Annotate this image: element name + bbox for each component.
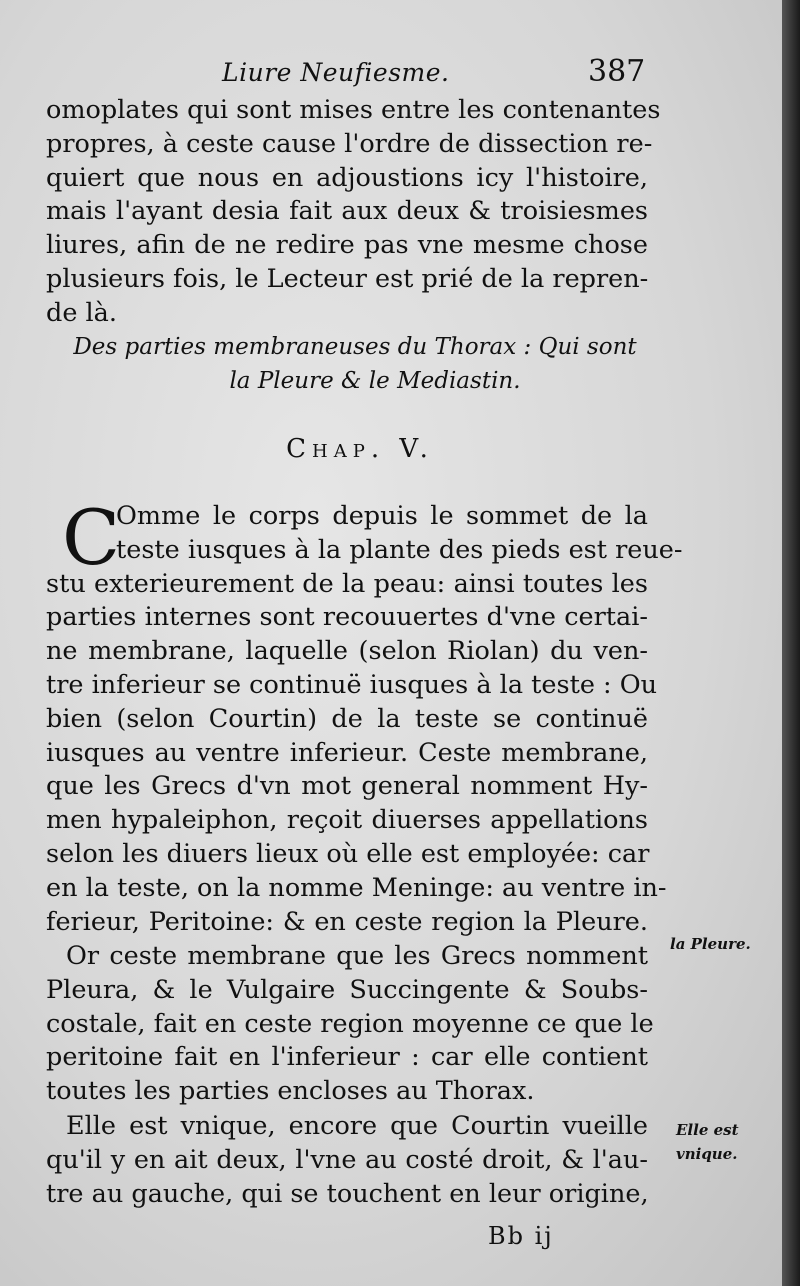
section-title bbox=[60, 330, 650, 398]
text-line: bien (selon Courtin) de la teste se continuë bbox=[46, 703, 648, 734]
paragraph-1 bbox=[46, 493, 683, 939]
intro-paragraph bbox=[46, 94, 661, 331]
page-number: 387 bbox=[588, 54, 646, 89]
text-line: Pleura, & le Vulgaire Succingente & Soubs- bbox=[46, 974, 648, 1005]
paragraph-2 bbox=[46, 940, 654, 1109]
text-line: men hypaleiphon, reçoit diuerses appellations bbox=[46, 805, 648, 836]
text-line: propres, à ceste cause l'ordre de dissection re- bbox=[46, 128, 653, 159]
text-line: parties internes sont recouuertes d'vne certai- bbox=[46, 602, 648, 633]
text-line: Omme le corps depuis le sommet de la bbox=[116, 501, 648, 531]
text-line: quiert que nous en adjoustions icy l'histoire, bbox=[46, 162, 648, 193]
text-line: mais l'ayant desia fait aux deux & troisiesmes bbox=[46, 196, 648, 227]
margin-note-line: Elle est bbox=[676, 1121, 739, 1139]
text-line: selon les diuers lieux où elle est employée: car bbox=[46, 838, 650, 869]
text-line: teste iusques à la plante des pieds est reue- bbox=[116, 534, 683, 565]
text-line: toutes les parties encloses au Thorax. bbox=[46, 1076, 535, 1107]
section-title-line: Des parties membraneuses du Thorax : Qui sont bbox=[73, 334, 637, 360]
text-line: stu exterieurement de la peau: ainsi toutes les bbox=[46, 568, 648, 599]
text-line: tre inferieur se continuë iusques à la teste : Ou bbox=[46, 669, 658, 700]
text-line: Elle est vnique, encore que Courtin vueille bbox=[66, 1111, 648, 1141]
signature-mark: Bb ij bbox=[488, 1222, 554, 1250]
text-line: tre au gauche, qui se touchent en leur origine, bbox=[46, 1178, 649, 1209]
text-line: ferieur, Peritoine: & en ceste region la Pleure. bbox=[46, 906, 648, 937]
text-line: ne membrane, laquelle (selon Riolan) du ven- bbox=[46, 636, 648, 667]
text-line: peritoine fait en l'inferieur : car elle contient bbox=[46, 1042, 648, 1073]
text-line: costale, fait en ceste region moyenne ce que le bbox=[46, 1008, 654, 1039]
text-line: qu'il y en ait deux, l'vne au costé droit, & l'au- bbox=[46, 1144, 648, 1175]
text-line: omoplates qui sont mises entre les contenantes bbox=[46, 95, 661, 125]
margin-note-unique bbox=[676, 1118, 739, 1166]
text-line: que les Grecs d'vn mot general nomment Hy- bbox=[46, 771, 648, 802]
running-title: Liure Neufiesme. bbox=[222, 58, 450, 87]
text-line: de là. bbox=[46, 297, 117, 328]
paragraph-3 bbox=[46, 1110, 648, 1211]
margin-note-pleure: la Pleure. bbox=[670, 935, 751, 953]
chapter-heading: Chap. V. bbox=[286, 434, 434, 464]
text-line: iusques au ventre inferieur. Ceste membrane, bbox=[46, 737, 648, 768]
text-line: Or ceste membrane que les Grecs nomment bbox=[66, 941, 648, 971]
text-line: en la teste, on la nomme Meninge: au ventre in- bbox=[46, 872, 667, 903]
text-line: plusieurs fois, le Lecteur est prié de la repren- bbox=[46, 263, 649, 294]
text-line: liures, afin de ne redire pas vne mesme chose bbox=[46, 230, 648, 261]
section-title-line: la Pleure & le Mediastin. bbox=[229, 368, 521, 394]
page-header bbox=[0, 54, 782, 94]
page-edge-shadow bbox=[782, 0, 800, 1286]
drop-cap: C bbox=[62, 493, 121, 582]
margin-note-line: vnique. bbox=[676, 1145, 738, 1163]
